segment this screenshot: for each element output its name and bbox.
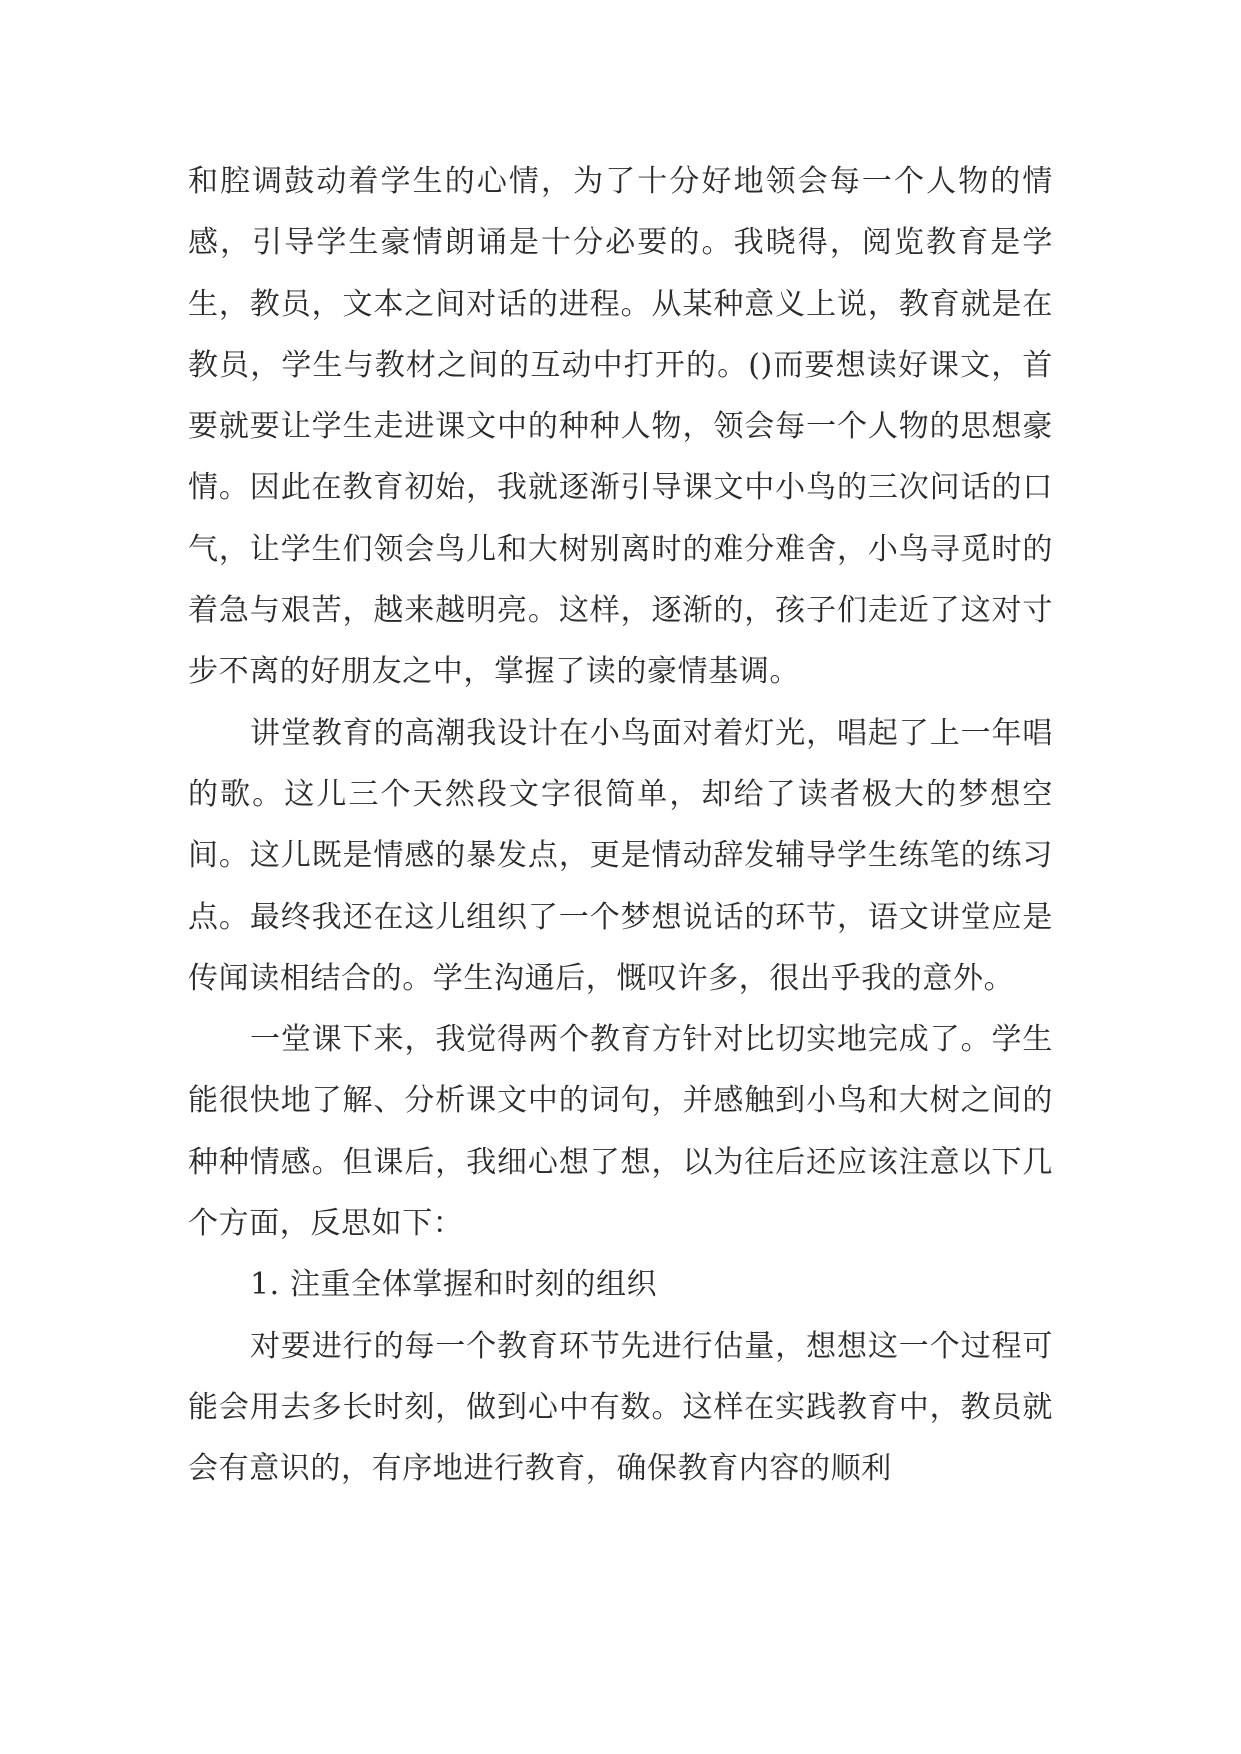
- paragraph: 讲堂教育的高潮我设计在小鸟面对着灯光，唱起了上一年唱的歌。这儿三个天然段文字很简单，却给了读者极大的梦想空间。这儿既是情感的暴发点，更是情动辞发辅导学生练笔的练习点。最终我还在这儿组织了一个梦想说话的环节，语文讲堂应是传闻读相结合的。学生沟通后，慨叹许多，很出乎我的意外。: [188, 715, 1053, 996]
- section-heading: 1. 注重全体掌握和时刻的组织: [250, 1267, 658, 1303]
- paragraph: 对要进行的每一个教育环节先进行估量，想想这一个过程可能会用去多长时刻，做到心中有数。这样在实践教育中，教员就会有意识的，有序地进行教育，确保教育内容的顺利: [188, 1328, 1053, 1487]
- paragraph: 和腔调鼓动着学生的心情，为了十分好地领会每一个人物的情感，引导学生豪情朗诵是十分必要的。我晓得，阅览教育是学生，教员，文本之间对话的进程。从某种意义上说，教育就是在教员，学生与教材之间的互动中打开的。()而要想读好课文，首要就要让学生走进课文中的种种人物，领会每一个人物的思想豪情。因此在教育初始，我就逐渐引导课文中小鸟的三次问话的口气，让学生们领会鸟儿和大树别离时的难分难舍，小鸟寻觅时的着急与艰苦，越来越明亮。这样，逐渐的，孩子们走近了这对寸步不离的好朋友之中，掌握了读的豪情基调。: [188, 164, 1053, 690]
- document-body: [188, 151, 1053, 1500]
- paragraph: 一堂课下来，我觉得两个教育方针对比切实地完成了。学生能很快地了解、分析课文中的词句，并感触到小鸟和大树之间的种种情感。但课后，我细心想了想，以为往后还应该注意以下几个方面，反思如下：: [188, 1022, 1053, 1242]
